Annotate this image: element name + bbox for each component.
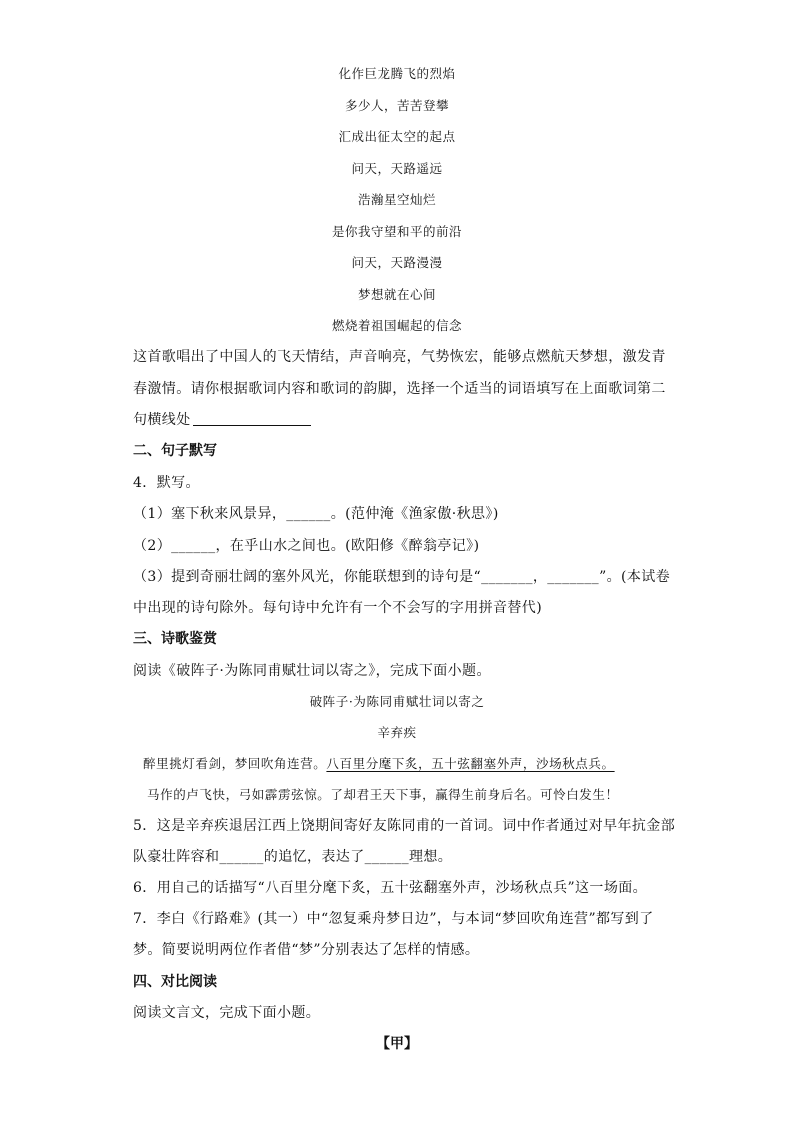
section-heading: 三、诗歌鉴赏 [133, 631, 217, 647]
lyric-line: 问天，天路遥远 [351, 161, 443, 176]
q3-text-line: 春激情。请你根据歌词内容和歌词的韵脚，选择一个适当的词语填写在上面歌词第二 [133, 381, 666, 397]
question-item: 中出现的诗句除外。每句诗中允许有一个不会写的字用拼音替代) [133, 600, 543, 616]
q3-text-line-label: 句横线处 [133, 412, 191, 428]
question-item: 5．这是辛弃疾退居江西上饶期间寄好友陈同甫的一首词。词中作者通过对早年抗金部 [133, 818, 676, 834]
lyric-line: 汇成出征太空的起点 [338, 129, 456, 144]
question-item: 队豪壮阵容和______的追忆，表达了______理想。 [133, 849, 453, 865]
reading-intro: 阅读《破阵子·为陈同甫赋壮词以寄之》，完成下面小题。 [133, 663, 491, 679]
lyric-line: 问天，天路漫漫 [351, 255, 443, 270]
question-item: 6．用自己的话描写“八百里分麾下炙，五十弦翻塞外声，沙场秋点兵”这一场面。 [133, 880, 648, 896]
poem-line: 马作的卢飞快，弓如霹雳弦惊。了却君王天下事，赢得生前身后名。可怜白发生！ [147, 787, 619, 802]
question-item: （2）______，在乎山水之间也。(欧阳修《醉翁亭记》) [133, 538, 480, 554]
question-item: 7．李白《行路难》(其一）中“忽复乘舟梦日边”，与本词“梦回吹角连营”都写到了 [133, 911, 654, 927]
passage-label: 【甲】 [376, 1036, 418, 1052]
lyric-line: 梦想就在心间 [357, 287, 436, 302]
section-heading: 四、对比阅读 [133, 974, 217, 990]
question-item: 梦。简要说明两位作者借“梦”分别表达了怎样的情感。 [133, 942, 480, 958]
lyric-line: 浩瀚星空灿烂 [357, 192, 436, 207]
poem-line-plain: 醉里挑灯看剑，梦回吹角连营。 [143, 756, 327, 771]
reading-intro: 阅读文言文，完成下面小题。 [133, 1005, 321, 1021]
poem-line [143, 754, 615, 774]
lyric-line: 燃烧着祖国崛起的信念 [331, 318, 462, 333]
q3-text-line: 这首歌唱出了中国人的飞天情结，声音响亮，气势恢宏，能够点燃航天梦想，激发青 [133, 349, 666, 365]
lyric-line: 是你我守望和平的前沿 [331, 224, 462, 239]
lyric-line: 化作巨龙腾飞的烈焰 [338, 66, 456, 81]
answer-blank[interactable] [193, 424, 311, 426]
poem-title: 破阵子·为陈同甫赋壮词以寄之 [309, 694, 485, 709]
question-item: （3）提到奇丽壮阔的塞外风光，你能联想到的诗句是“_______，_______”。(本试卷 [133, 569, 671, 585]
lyric-line: 多少人，苦苦登攀 [344, 98, 449, 113]
question-item: （1）塞下秋来风景异，______。(范仲淹《渔家傲·秋思》) [133, 506, 499, 522]
question-title: 4．默写。 [133, 475, 200, 491]
section-heading: 二、句子默写 [133, 443, 217, 459]
q3-text-line [133, 410, 311, 430]
poem-author: 辛弃疾 [377, 725, 417, 740]
poem-line-underlined: 八百里分麾下炙，五十弦翻塞外声，沙场秋点兵。 [326, 756, 615, 771]
